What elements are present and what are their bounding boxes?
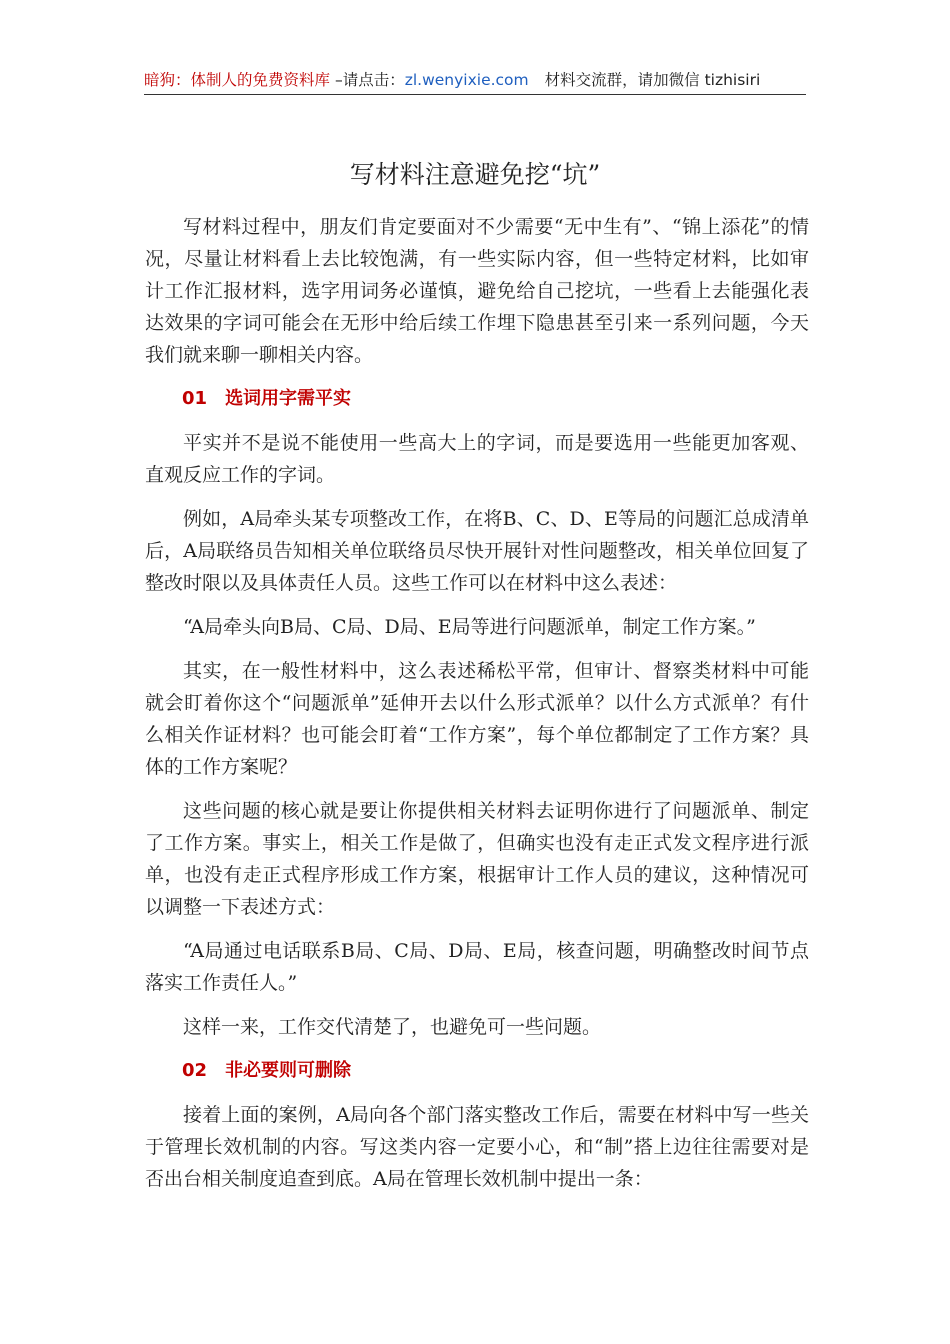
header-link[interactable]: zl.wenyixie.com (404, 71, 529, 89)
paragraph: 接着上面的案例，A局向各个部门落实整改工作后，需要在材料中写一些关于管理长效机制的内容。写这类内容一定要小心，和“制”搭上边往往需要对是否出台相关制度追查到底。A局在管理长效机制中提出一条： (145, 1104, 809, 1190)
section-number: 02 (182, 1060, 208, 1081)
paragraph-intro: 写材料过程中，朋友们肯定要面对不少需要“无中生有”、“锦上添花”的情况，尽量让材料看上去比较饱满，有一些实际内容，但一些特定材料，比如审计工作汇报材料，选字用词务必谨慎，避免给自己挖坑，一些看上去能强化表达效果的字词可能会在无形中给后续工作埋下隐患甚至引来一系列问题，今天我们就来聊一聊相关内容。 (145, 216, 809, 366)
paragraph-quote: “A局牵头向B局、C局、D局、E局等进行问题派单，制定工作方案。” (183, 616, 756, 638)
paragraph-quote: “A局通过电话联系B局、C局、D局、E局，核查问题，明确整改时间节点落实工作责任人。” (145, 940, 809, 994)
header-brand: 暗狗：体制人的免费资料库 (144, 71, 331, 89)
header-group-info: 材料交流群，请加微信 tizhisiri (544, 71, 761, 89)
section-title: 选词用字需平实 (225, 388, 352, 409)
section-heading-02 (145, 1055, 809, 1087)
paragraph: 这些问题的核心就是要让你提供相关材料去证明你进行了问题派单、制定了工作方案。事实上，相关工作是做了，但确实也没有走正式发文程序进行派单，也没有走正式程序形成工作方案，根据审计工作人员的建议，这种情况可以调整一下表述方式： (145, 800, 809, 918)
page-header (144, 70, 806, 95)
section-heading-01 (145, 383, 809, 415)
paragraph: 其实，在一般性材料中，这么表述稀松平常，但审计、督察类材料中可能就会盯着你这个“问题派单”延伸开去以什么形式派单？以什么方式派单？有什么相关作证材料？也可能会盯着“工作方案”，每个单位都制定了工作方案？具体的工作方案呢？ (145, 660, 809, 778)
section-title: 非必要则可删除 (225, 1060, 352, 1081)
article-body (145, 211, 809, 1207)
section-number: 01 (182, 388, 208, 409)
header-separator: –请点击： (330, 71, 405, 89)
page-title: 写材料注意避免挖“坑” (349, 160, 601, 189)
paragraph: 例如，A局牵头某专项整改工作，在将B、C、D、E等局的问题汇总成清单后，A局联络员告知相关单位联络员尽快开展针对性问题整改，相关单位回复了整改时限以及具体责任人员。这些工作可以在材料中这么表述： (145, 508, 809, 594)
paragraph: 平实并不是说不能使用一些高大上的字词，而是要选用一些能更加客观、直观反应工作的字词。 (145, 432, 809, 486)
paragraph: 这样一来，工作交代清楚了，也避免可一些问题。 (183, 1016, 602, 1038)
